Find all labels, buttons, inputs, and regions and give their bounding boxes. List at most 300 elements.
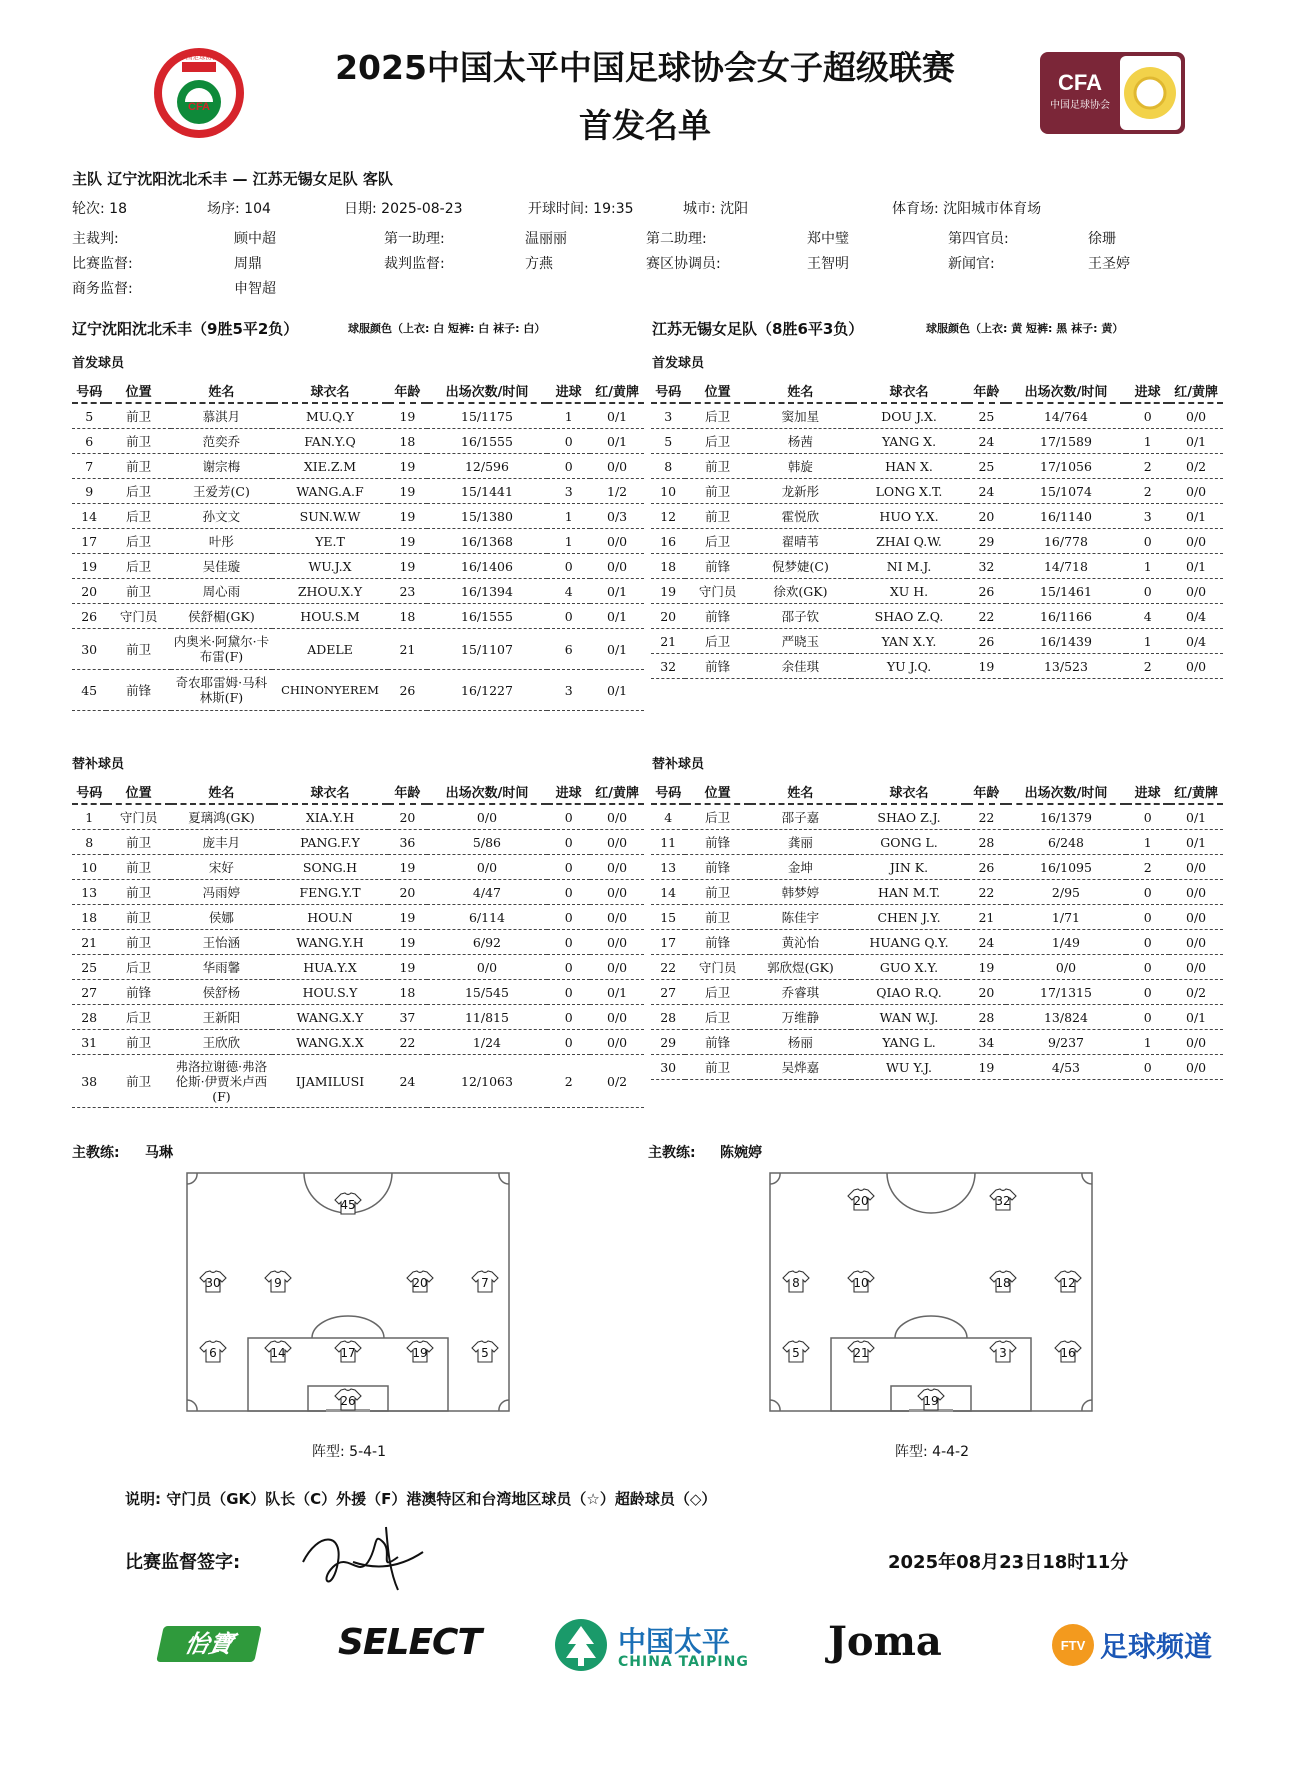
ftv-logo-icon [1050, 1622, 1096, 1668]
table-row [651, 579, 1223, 604]
col-goals: 1 [547, 504, 590, 529]
col-age: 22 [967, 604, 1006, 629]
col-number: 32 [651, 654, 685, 679]
round: 轮次: 18 [72, 201, 127, 217]
col-appearances: 1/49 [1006, 930, 1126, 955]
col-number: 8 [72, 830, 106, 855]
home-coach-name: 马琳 [145, 1145, 173, 1161]
col-age: 19 [388, 554, 427, 579]
col-shirt-name: FAN.Y.Q [272, 429, 388, 454]
col-position: 后卫 [685, 403, 750, 429]
col-age: 19 [967, 654, 1006, 679]
col-position: 前卫 [685, 905, 750, 930]
col-age: 37 [388, 1005, 427, 1030]
table-row [72, 429, 644, 454]
col-position: 前锋 [106, 670, 171, 711]
col-position: 前锋 [685, 830, 750, 855]
col-goals: 0 [1126, 403, 1169, 429]
col-name: 吴佳璇 [171, 554, 272, 579]
jersey-number: 18 [995, 1276, 1011, 1290]
emblem-abbr: CFA [188, 101, 210, 113]
col-cards: 0/1 [590, 403, 644, 429]
col-number: 8 [651, 454, 685, 479]
col-appearances-header: 出场次数/时间 [1006, 378, 1126, 403]
col-position: 前锋 [685, 604, 750, 629]
col-appearances-header: 出场次数/时间 [427, 779, 547, 804]
signature-label: 比赛监督签字: [125, 1552, 241, 1573]
player-jersey [848, 1189, 874, 1210]
home-starters-label: 首发球员 [72, 356, 125, 371]
col-name: 严晓玉 [750, 629, 851, 654]
away-coach-label: 主教练: [648, 1145, 696, 1161]
col-goals: 3 [547, 479, 590, 504]
col-position: 后卫 [106, 554, 171, 579]
jersey-number: 6 [209, 1346, 217, 1360]
col-appearances: 6/92 [427, 930, 547, 955]
col-age: 26 [967, 629, 1006, 654]
col-shirt-name-header: 球衣名 [851, 779, 967, 804]
col-appearances: 1/71 [1006, 905, 1126, 930]
col-goals: 0 [547, 454, 590, 479]
col-position: 前卫 [685, 880, 750, 905]
table-row [651, 880, 1223, 905]
col-name: 冯雨婷 [171, 880, 272, 905]
player-jersey [1055, 1341, 1081, 1362]
legend-note: 说明: 守门员（GK）队长（C）外援（F）港澳特区和台湾地区球员（☆）超龄球员（◇） [125, 1490, 717, 1508]
col-position: 前卫 [106, 1055, 171, 1108]
jersey-number: 14 [270, 1346, 286, 1360]
table-row [651, 479, 1223, 504]
col-goals: 1 [1126, 1030, 1169, 1055]
col-cards-header: 红/黄牌 [590, 378, 644, 403]
col-number: 11 [651, 830, 685, 855]
col-name: 周心雨 [171, 579, 272, 604]
jersey-number: 20 [412, 1276, 428, 1290]
player-jersey [783, 1271, 809, 1292]
official-value: 郑中璧 [807, 231, 849, 247]
table-row [651, 629, 1223, 654]
col-number: 14 [72, 504, 106, 529]
col-position: 前卫 [106, 905, 171, 930]
col-shirt-name: WANG.A.F [272, 479, 388, 504]
col-number: 4 [651, 804, 685, 830]
match-teams: 主队 辽宁沈阳沈北禾丰 — 江苏无锡女足队 客队 [72, 170, 393, 188]
col-position: 后卫 [685, 429, 750, 454]
col-appearances-header: 出场次数/时间 [427, 378, 547, 403]
col-goals: 0 [547, 804, 590, 830]
col-age: 24 [967, 429, 1006, 454]
table-row [651, 454, 1223, 479]
col-name: 侯舒杨 [171, 980, 272, 1005]
col-age: 19 [388, 504, 427, 529]
col-position: 守门员 [106, 804, 171, 830]
jersey-number: 17 [340, 1346, 356, 1360]
col-number: 45 [72, 670, 106, 711]
col-cards: 0/1 [1169, 429, 1223, 454]
col-name-header: 姓名 [171, 779, 272, 804]
col-appearances: 6/248 [1006, 830, 1126, 855]
official-value: 申智超 [234, 281, 276, 297]
col-name: 黄沁怡 [750, 930, 851, 955]
col-name: 华雨馨 [171, 955, 272, 980]
col-number: 6 [72, 429, 106, 454]
col-appearances: 0/0 [427, 804, 547, 830]
official-label: 商务监督: [72, 281, 133, 297]
table-row [72, 1030, 644, 1055]
col-goals: 0 [547, 955, 590, 980]
official-value: 王智明 [807, 256, 849, 272]
col-appearances: 17/1589 [1006, 429, 1126, 454]
col-shirt-name: XIA.Y.H [272, 804, 388, 830]
col-age: 20 [388, 804, 427, 830]
col-appearances: 15/1175 [427, 403, 547, 429]
col-appearances: 16/1439 [1006, 629, 1126, 654]
col-name: 万维静 [750, 1005, 851, 1030]
col-number: 29 [651, 1030, 685, 1055]
penalty-arc [895, 1316, 967, 1338]
col-shirt-name: YANG L. [851, 1030, 967, 1055]
table-row [651, 830, 1223, 855]
col-cards: 0/1 [1169, 804, 1223, 830]
col-cards: 0/0 [590, 1030, 644, 1055]
col-number: 13 [651, 855, 685, 880]
col-age-header: 年龄 [388, 378, 427, 403]
col-cards: 0/0 [590, 955, 644, 980]
table-row [651, 1030, 1223, 1055]
col-name: 窦加星 [750, 403, 851, 429]
col-shirt-name: HAN X. [851, 454, 967, 479]
col-age: 21 [388, 629, 427, 670]
col-appearances: 16/1394 [427, 579, 547, 604]
col-shirt-name: WU.J.X [272, 554, 388, 579]
col-appearances: 16/1140 [1006, 504, 1126, 529]
official-value: 徐珊 [1088, 231, 1116, 247]
col-position: 前锋 [685, 1030, 750, 1055]
table-row [651, 504, 1223, 529]
jersey-number: 5 [792, 1346, 800, 1360]
col-number: 27 [651, 980, 685, 1005]
col-appearances: 16/1555 [427, 604, 547, 629]
col-age-header: 年龄 [967, 378, 1006, 403]
col-name: 王新阳 [171, 1005, 272, 1030]
col-age: 19 [388, 479, 427, 504]
col-number: 12 [651, 504, 685, 529]
table-row [651, 855, 1223, 880]
col-goals: 1 [1126, 429, 1169, 454]
penalty-arc [312, 1316, 384, 1338]
col-cards: 0/0 [1169, 855, 1223, 880]
col-age: 19 [967, 955, 1006, 980]
jersey-number: 3 [999, 1346, 1007, 1360]
col-position: 前卫 [106, 579, 171, 604]
table-row [651, 930, 1223, 955]
col-appearances: 16/778 [1006, 529, 1126, 554]
col-appearances: 11/815 [427, 1005, 547, 1030]
col-age: 18 [388, 980, 427, 1005]
col-shirt-name: ZHOU.X.Y [272, 579, 388, 604]
player-jersey [472, 1271, 498, 1292]
jersey-number: 21 [853, 1346, 869, 1360]
col-position-header: 位置 [685, 378, 750, 403]
col-shirt-name: HAN M.T. [851, 880, 967, 905]
col-cards: 1/2 [590, 479, 644, 504]
col-position: 前卫 [685, 454, 750, 479]
col-shirt-name: XIE.Z.M [272, 454, 388, 479]
col-goals: 0 [1126, 579, 1169, 604]
table-row [72, 1055, 644, 1108]
col-goals: 0 [547, 905, 590, 930]
col-cards: 0/0 [1169, 1030, 1223, 1055]
corner-arcs [770, 1173, 1092, 1411]
col-age-header: 年龄 [967, 779, 1006, 804]
player-jersey [990, 1271, 1016, 1292]
col-position: 前锋 [685, 930, 750, 955]
col-name: 邵子钦 [750, 604, 851, 629]
col-cards: 0/2 [590, 1055, 644, 1108]
col-cards: 0/1 [1169, 504, 1223, 529]
col-position: 后卫 [106, 1005, 171, 1030]
col-age: 19 [388, 529, 427, 554]
col-number: 20 [72, 579, 106, 604]
col-goals-header: 进球 [1126, 779, 1169, 804]
col-goals: 2 [1126, 654, 1169, 679]
col-shirt-name: WANG.X.Y [272, 1005, 388, 1030]
col-appearances: 0/0 [427, 855, 547, 880]
col-age: 19 [388, 955, 427, 980]
table-row [651, 654, 1223, 679]
col-age: 26 [388, 670, 427, 711]
player-jersey [990, 1341, 1016, 1362]
col-position: 前锋 [685, 855, 750, 880]
col-goals: 1 [547, 529, 590, 554]
official-value: 顾中超 [234, 231, 276, 247]
col-shirt-name: YE.T [272, 529, 388, 554]
player-jersey [200, 1341, 226, 1362]
col-position: 前卫 [685, 479, 750, 504]
col-appearances: 16/1368 [427, 529, 547, 554]
away-starters-label: 首发球员 [652, 356, 705, 371]
col-goals: 0 [547, 830, 590, 855]
col-appearances: 5/86 [427, 830, 547, 855]
col-goals: 1 [547, 403, 590, 429]
jersey-number: 45 [340, 1198, 356, 1212]
col-shirt-name: SONG.H [272, 855, 388, 880]
col-shirt-name: FENG.Y.T [272, 880, 388, 905]
col-age-header: 年龄 [388, 779, 427, 804]
col-shirt-name: MU.Q.Y [272, 403, 388, 429]
col-goals: 0 [1126, 980, 1169, 1005]
official-label: 赛区协调员: [646, 256, 721, 272]
col-cards: 0/2 [1169, 980, 1223, 1005]
emblem-text: 中国足球协会 [179, 53, 219, 61]
col-appearances: 6/114 [427, 905, 547, 930]
col-cards: 0/0 [1169, 1055, 1223, 1080]
col-name: 邵子嘉 [750, 804, 851, 830]
jersey-number: 26 [340, 1394, 356, 1408]
match-number: 场序: 104 [207, 201, 271, 217]
col-appearances: 1/24 [427, 1030, 547, 1055]
table-row [72, 905, 644, 930]
table-row [651, 1055, 1223, 1080]
col-name: 夏璃鸿(GK) [171, 804, 272, 830]
col-goals: 4 [547, 579, 590, 604]
col-name: 郭欣煜(GK) [750, 955, 851, 980]
col-position: 后卫 [106, 479, 171, 504]
player-jersey [265, 1271, 291, 1292]
col-name: 弗洛拉谢德·弗洛伦斯·伊贾米卢西(F) [171, 1055, 272, 1108]
col-goals: 0 [547, 554, 590, 579]
col-number: 10 [72, 855, 106, 880]
col-name: 吴烨嘉 [750, 1055, 851, 1080]
col-age: 22 [967, 880, 1006, 905]
col-appearances: 15/1380 [427, 504, 547, 529]
col-position-header: 位置 [685, 779, 750, 804]
col-name: 庞丰月 [171, 830, 272, 855]
col-shirt-name: LONG X.T. [851, 479, 967, 504]
col-appearances: 15/1107 [427, 629, 547, 670]
col-cards: 0/1 [1169, 1005, 1223, 1030]
col-cards: 0/1 [590, 429, 644, 454]
col-name: 宋好 [171, 855, 272, 880]
player-jersey [848, 1271, 874, 1292]
col-position: 后卫 [685, 1005, 750, 1030]
col-cards: 0/0 [590, 855, 644, 880]
col-name: 王欣欣 [171, 1030, 272, 1055]
col-cards: 0/0 [590, 529, 644, 554]
official-label: 第一助理: [384, 231, 445, 247]
col-goals: 1 [1126, 830, 1169, 855]
col-appearances: 2/95 [1006, 880, 1126, 905]
col-appearances: 16/1406 [427, 554, 547, 579]
col-name: 倪梦婕(C) [750, 554, 851, 579]
col-number-header: 号码 [651, 779, 685, 804]
jersey-number: 5 [481, 1346, 489, 1360]
col-number: 18 [72, 905, 106, 930]
player-jersey [407, 1271, 433, 1292]
col-shirt-name: HUO Y.X. [851, 504, 967, 529]
table-row [651, 604, 1223, 629]
col-goals-header: 进球 [547, 378, 590, 403]
col-appearances: 9/237 [1006, 1030, 1126, 1055]
kickoff-time: 开球时间: 19:35 [528, 201, 634, 217]
sponsor-joma-logo: Joma [828, 1618, 942, 1665]
col-goals: 0 [1126, 1005, 1169, 1030]
col-name: 龚丽 [750, 830, 851, 855]
col-name: 慕淇月 [171, 403, 272, 429]
col-number: 10 [651, 479, 685, 504]
col-name: 陈佳宇 [750, 905, 851, 930]
col-age: 20 [967, 980, 1006, 1005]
col-cards: 0/0 [590, 804, 644, 830]
col-cards: 0/1 [590, 670, 644, 711]
col-number: 21 [72, 930, 106, 955]
sponsor-select-logo: SELECT [338, 1622, 482, 1663]
col-appearances: 4/47 [427, 880, 547, 905]
col-number: 38 [72, 1055, 106, 1108]
col-shirt-name: NI M.J. [851, 554, 967, 579]
player-jersey [335, 1193, 361, 1214]
col-goals: 0 [547, 1005, 590, 1030]
col-goals: 4 [1126, 604, 1169, 629]
col-goals: 2 [1126, 855, 1169, 880]
col-number: 27 [72, 980, 106, 1005]
player-jersey [335, 1341, 361, 1362]
col-appearances: 0/0 [427, 955, 547, 980]
col-cards: 0/0 [1169, 654, 1223, 679]
col-age: 19 [388, 403, 427, 429]
col-goals: 0 [1126, 955, 1169, 980]
signature-datetime: 2025年08月23日18时11分 [888, 1552, 1129, 1573]
col-cards: 0/2 [1169, 454, 1223, 479]
col-shirt-name: HOU.S.Y [272, 980, 388, 1005]
col-name: 龙新彤 [750, 479, 851, 504]
col-number: 19 [651, 579, 685, 604]
ftv-abbr: FTV [1060, 1638, 1086, 1653]
col-number: 7 [72, 454, 106, 479]
player-jersey [265, 1341, 291, 1362]
table-row [72, 529, 644, 554]
col-name: 孙文文 [171, 504, 272, 529]
jersey-number: 30 [205, 1276, 221, 1290]
table-row [72, 670, 644, 711]
col-name-header: 姓名 [750, 779, 851, 804]
col-age: 32 [967, 554, 1006, 579]
document-subtitle: 首发名单 [579, 106, 711, 145]
col-position-header: 位置 [106, 779, 171, 804]
col-position: 后卫 [685, 629, 750, 654]
jersey-number: 7 [481, 1276, 489, 1290]
col-position: 后卫 [106, 529, 171, 554]
col-age: 19 [388, 930, 427, 955]
col-name: 侯舒楣(GK) [171, 604, 272, 629]
col-appearances: 13/523 [1006, 654, 1126, 679]
home-subs-table [72, 779, 644, 1108]
table-row [72, 1005, 644, 1030]
col-shirt-name: WAN W.J. [851, 1005, 967, 1030]
col-age: 36 [388, 830, 427, 855]
col-name: 霍悦欣 [750, 504, 851, 529]
table-row [651, 804, 1223, 830]
col-age: 24 [388, 1055, 427, 1108]
col-age: 22 [967, 804, 1006, 830]
table-row [651, 1005, 1223, 1030]
col-cards: 0/3 [590, 504, 644, 529]
col-cards: 0/0 [590, 905, 644, 930]
col-appearances: 15/545 [427, 980, 547, 1005]
table-row [651, 980, 1223, 1005]
col-cards: 0/1 [590, 604, 644, 629]
home-formation: 阵型: 5-4-1 [312, 1444, 386, 1460]
col-name: 金坤 [750, 855, 851, 880]
col-cards: 0/1 [590, 579, 644, 604]
col-goals: 6 [547, 629, 590, 670]
col-shirt-name: GUO X.Y. [851, 955, 967, 980]
col-shirt-name-header: 球衣名 [851, 378, 967, 403]
official-value: 方燕 [525, 256, 553, 272]
col-cards: 0/0 [590, 880, 644, 905]
col-appearances: 0/0 [1006, 955, 1126, 980]
col-name-header: 姓名 [750, 378, 851, 403]
col-cards: 0/4 [1169, 604, 1223, 629]
jersey-number: 12 [1060, 1276, 1076, 1290]
player-jersey [990, 1189, 1016, 1210]
jersey-number: 19 [923, 1394, 939, 1408]
city: 城市: 沈阳 [683, 201, 749, 217]
table-row [72, 955, 644, 980]
table-row [72, 880, 644, 905]
sponsor-football-channel: 足球频道 [1100, 1630, 1213, 1663]
col-shirt-name-header: 球衣名 [272, 779, 388, 804]
